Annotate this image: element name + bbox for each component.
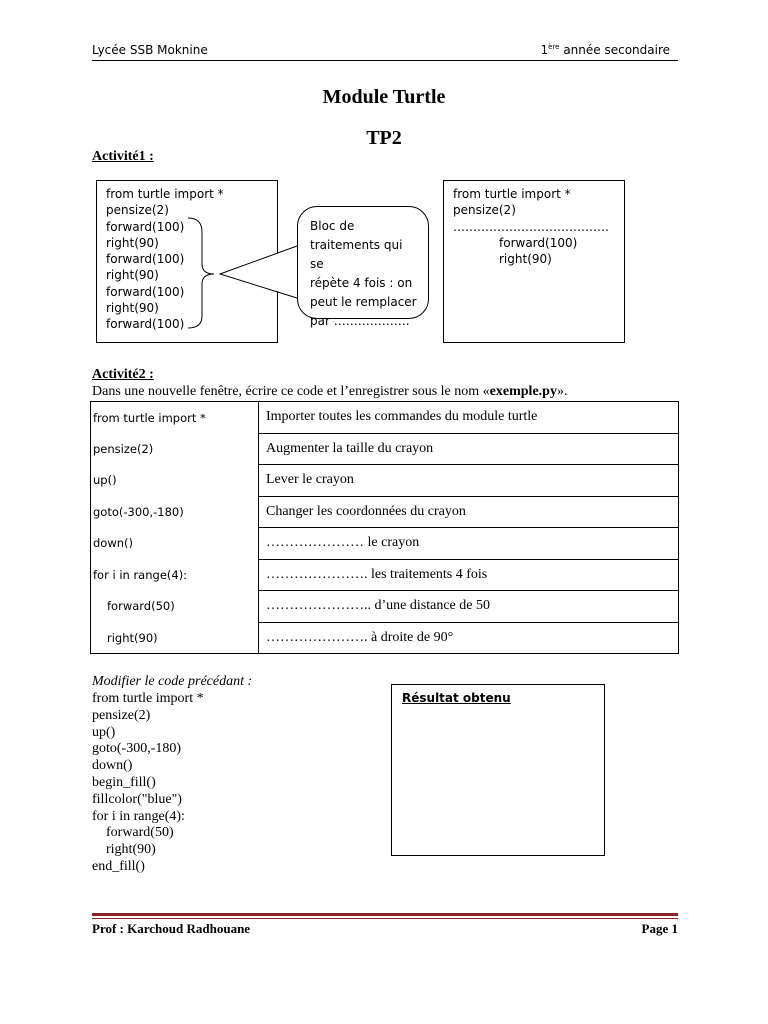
- activity1-code-right: from turtle import * pensize(2) ………………………………… forward(100) right(90): [453, 187, 609, 267]
- header-level: 1ère année secondaire: [540, 43, 670, 57]
- modify-title: Modifier le code précédant :: [92, 674, 253, 689]
- command-table: [90, 401, 679, 654]
- activity1-code-left: from turtle import * pensize(2) forward(100) right(90) forward(100) right(90) forward(100) right(90) forward(100): [106, 187, 224, 332]
- result-box: [391, 684, 605, 856]
- page-title: Module Turtle: [322, 86, 446, 108]
- activity1-speech-bubble: Bloc de traitements qui se répète 4 fois : on peut le remplacer par ……………….: [297, 206, 429, 319]
- activity1-code-box-right: [443, 180, 625, 343]
- header-school: Lycée SSB Moknine: [92, 43, 208, 57]
- table-row: goto(-300,-180) Changer les coordonnées du crayon: [91, 496, 679, 528]
- table-row: from turtle import * Importer toutes les commandes du module turtle: [91, 402, 679, 434]
- brace-pointer-graphic: [180, 212, 310, 332]
- table-row: right(90) …………………. à droite de 90°: [91, 622, 679, 654]
- table-row: up() Lever le crayon: [91, 465, 679, 497]
- footer-prof: Prof : Karchoud Radhouane: [92, 921, 251, 936]
- activity2-title: Activité2 :: [92, 367, 154, 382]
- activity1-title: Activité1 :: [92, 149, 154, 164]
- result-label: Résultat obtenu: [402, 691, 511, 705]
- page-subtitle: TP2: [366, 127, 402, 149]
- footer-divider-thick: [92, 913, 678, 916]
- table-row: for i in range(4): …………………. les traitements 4 fois: [91, 559, 679, 591]
- modify-code: from turtle import * pensize(2) up() goto(-300,-180) down() begin_fill() fillcolor("blue") for i in range(4): forward(50) right(90) end_fill(): [92, 691, 204, 874]
- header-divider: [92, 60, 678, 61]
- table-row: forward(50) ………………….. d’une distance de 50: [91, 591, 679, 623]
- footer-divider-thin: [92, 918, 678, 919]
- activity2-intro: Dans une nouvelle fenêtre, écrire ce code et l’enregistrer sous le nom «exemple.py».: [92, 384, 568, 399]
- table-row: down() ………………… le crayon: [91, 528, 679, 560]
- footer-page: Page 1: [641, 921, 678, 936]
- table-row: pensize(2) Augmenter la taille du crayon: [91, 433, 679, 465]
